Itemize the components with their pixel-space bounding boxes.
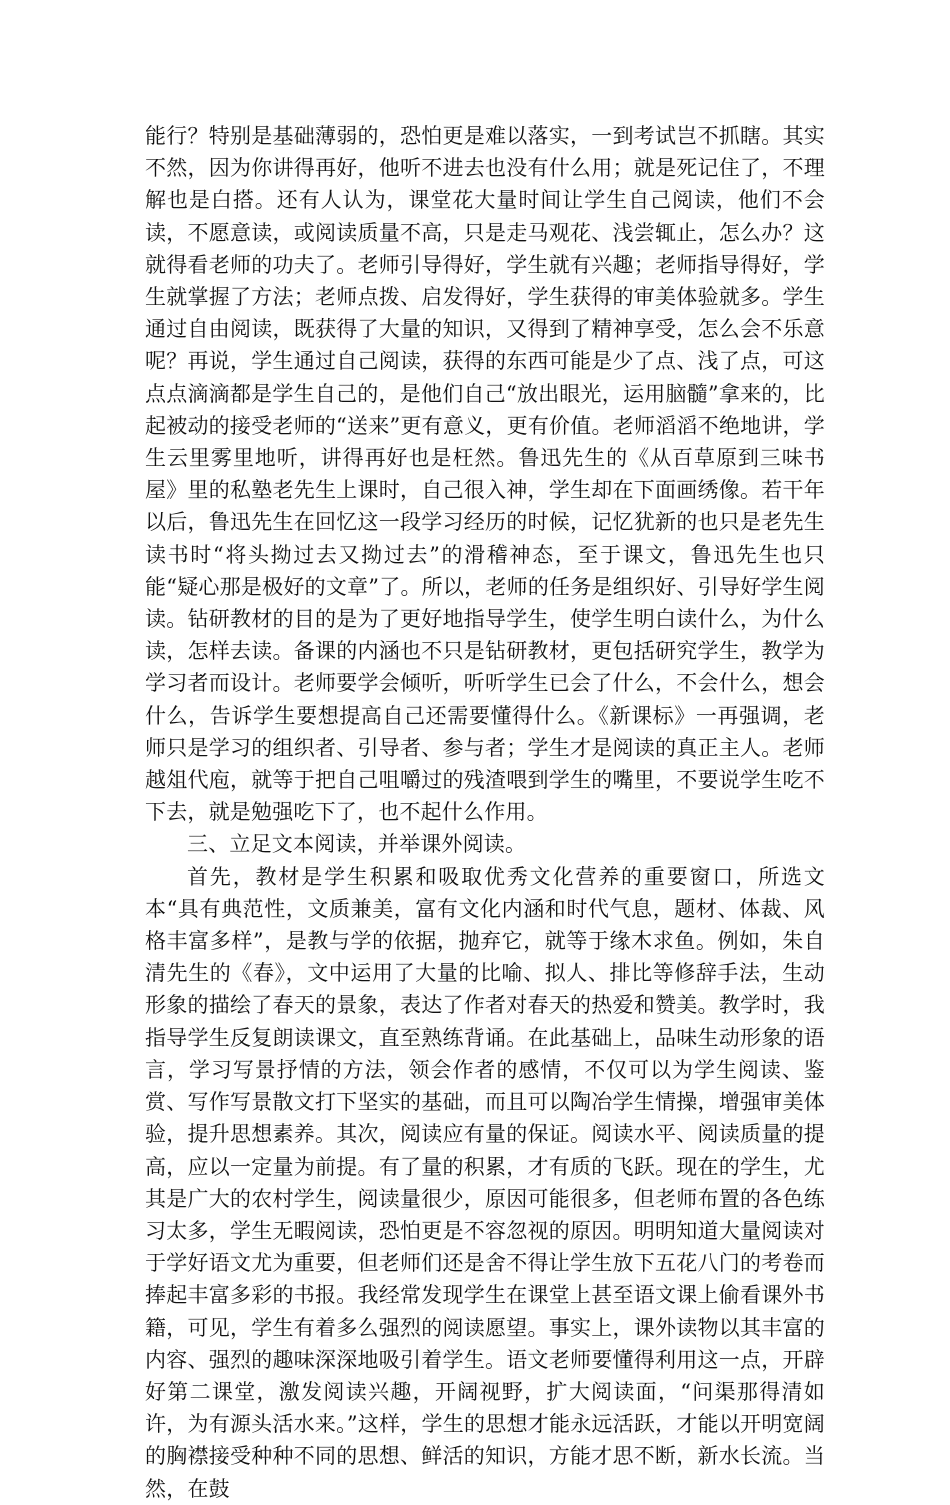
paragraph-continued: 能行？特别是基础薄弱的，恐怕更是难以落实，一到考试岂不抓瞎。其实不然，因为你讲得再好，他听不进去也没有什么用；就是死记住了，不理解也是白搭。还有人认为，课堂花大量时间让学生自己阅读，他们不会读，不愿意读，或阅读质量不高，只是走马观花、浅尝辄止，怎么办？这就得看老师的功夫了。老师引导得好，学生就有兴趣；老师指导得好，学生就掌握了方法；老师点拨、启发得好，学生获得的审美体验就多。学生通过自由阅读，既获得了大量的知识，又得到了精神享受，怎么会不乐意呢？再说，学生通过自己阅读，获得的东西可能是少了点、浅了点，可这点点滴滴都是学生自己的，是他们自己“放出眼光，运用脑髓”拿来的，比起被动的接受老师的“送来”更有意义，更有价值。老师滔滔不绝地讲，学生云里雾里地听，讲得再好也是枉然。鲁迅先生的《从百草原到三味书屋》里的私塾老先生上课时，自己很入神，学生却在下面画绣像。若干年以后，鲁迅先生在回忆这一段学习经历的时候，记忆犹新的也只是老先生读书时“将头拗过去又拗过去”的滑稽神态，至于课文，鲁迅先生也只能“疑心那是极好的文章”了。所以，老师的任务是组织好、引导好学生阅读。钻研教材的目的是为了更好地指导学生，使学生明白读什么，为什么读，怎样去读。备课的内涵也不只是钻研教材，更包括研究学生，教学为学习者而设计。老师要学会倾听，听听学生已会了什么，不会什么，想会什么，告诉学生要想提高自己还需要懂得什么。《新课标》一再强调，老师只是学习的组织者、引导者、参与者；学生才是阅读的真正主人。老师越俎代庖，就等于把自己咀嚼过的残渣喂到学生的嘴里，不要说学生吃不下去，就是勉强吃下了，也不起什么作用。 [145,124,825,825]
paragraph: 首先，教材是学生积累和吸取优秀文化营养的重要窗口，所选文本“具有典范性，文质兼美，富有文化内涵和时代气息，题材、体裁、风格丰富多样”，是教与学的依据，抛弃它，就等于缘木求鱼。例如，朱自清先生的《春》，文中运用了大量的比喻、拟人、排比等修辞手法，生动形象的描绘了春天的景象，表达了作者对春天的热爱和赞美。教学时，我指导学生反复朗读课文，直至熟练背诵。在此基础上，品味生动形象的语言，学习写景抒情的方法，领会作者的感情，不仅可以为学生阅读、鉴赏、写作写景散文打下坚实的基础，而且可以陶冶学生情操，增强审美体验，提升思想素养。其次，阅读应有量的保证。阅读水平、阅读质量的提高，应以一定量为前提。有了量的积累，才有质的飞跃。现在的学生，尤其是广大的农村学生，阅读量很少，原因可能很多，但老师布置的各色练习太多，学生无暇阅读，恐怕更是不容忽视的原因。明明知道大量阅读对于学好语文尤为重要，但老师们还是舍不得让学生放下五花八门的考卷而捧起丰富多彩的书报。我经常发现学生在课堂上甚至语文课上偷看课外书籍，可见，学生有着多么强烈的阅读愿望。事实上，课外读物以其丰富的内容、强烈的趣味深深地吸引着学生。语文老师要懂得利用这一点，开辟好第二课堂，激发阅读兴趣，开阔视野，扩大阅读面，“问渠那得清如许，为有源头活水来。”这样，学生的思想才能永远活跃，才能以开明宽阔的胸襟接受种种不同的思想、鲜活的知识，方能才思不断，新水长流。当然，在鼓 [145,864,825,1501]
body-text [145,120,825,1505]
section-heading: 三、立足文本阅读，并举课外阅读。 [187,832,527,857]
